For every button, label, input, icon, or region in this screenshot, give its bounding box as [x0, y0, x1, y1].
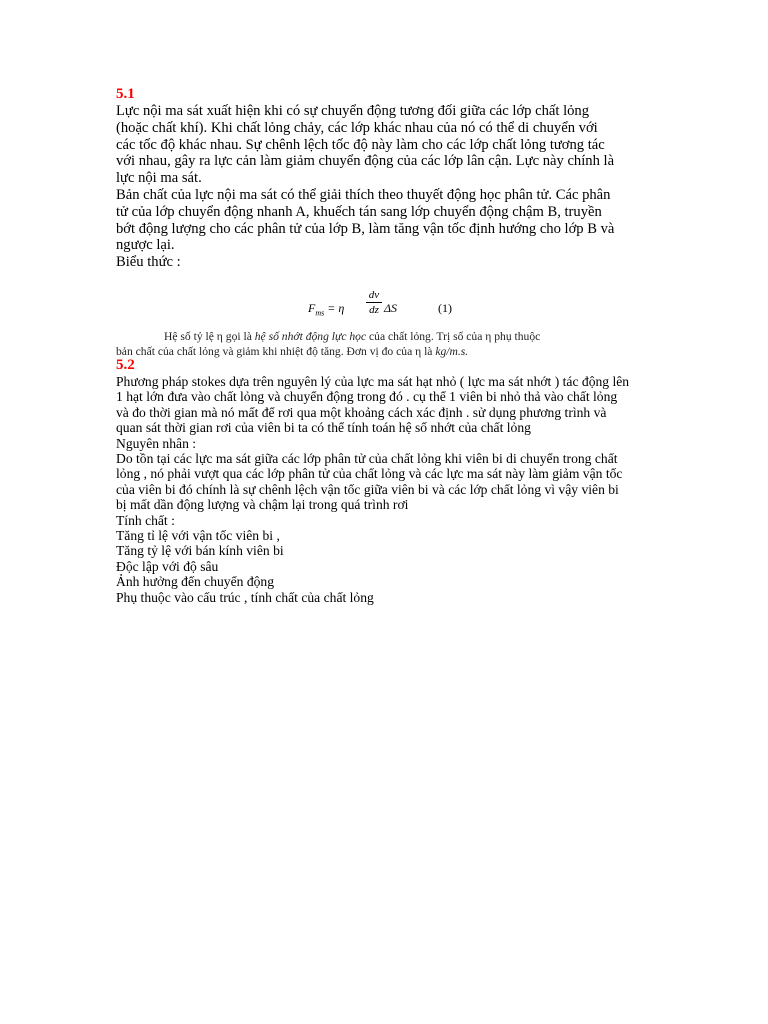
text-line: Biểu thức :	[116, 254, 181, 271]
text-line: Phụ thuộc vào cấu trúc , tính chất của chất lỏng	[116, 589, 374, 605]
caption-line-2: bản chất của chất lỏng và giảm khi nhiệt độ tăng. Đơn vị đo của η là kg/m.s.	[116, 344, 469, 358]
fraction-bar	[366, 302, 382, 303]
section-heading-5-1: 5.1	[116, 86, 135, 102]
text-line: bị mất dần động lượng và chậm lại trong quá trình rơi	[116, 497, 409, 513]
text-line: của viên bi đó chính là sự chênh lệch vận tốc giữa viên bi và các lớp chất lỏng vì vậy viên bi	[116, 481, 619, 497]
text-line: Tính chất :	[116, 512, 175, 528]
section-5-2-body	[116, 374, 656, 605]
viscosity-formula	[308, 289, 548, 323]
text-line: Phương pháp stokes dựa trên nguyên lý của lực ma sát hạt nhỏ ( lực ma sát nhớt ) tác động lên	[116, 373, 630, 389]
formula-delta-s: ΔS	[384, 300, 398, 315]
text-line: Ảnh hưởng đến chuyển động	[116, 574, 275, 590]
text-line: Nguyên nhân :	[116, 435, 197, 451]
formula-lhs: $F_{ms} = \eta$	[308, 300, 345, 318]
text-line: các tốc độ khác nhau. Sự chênh lệch tốc độ này làm cho các lớp chất lỏng tương tác	[116, 136, 605, 153]
text-line: ngược lại.	[116, 237, 175, 254]
text-line: với nhau, gây ra lực cản làm giảm chuyển động của các lớp lân cận. Lực này chính là	[116, 153, 615, 170]
section-5-1-body	[116, 103, 656, 271]
section-heading-5-2: 5.2	[116, 356, 135, 373]
caption-line-1: Hệ số tỷ lệ η gọi là hệ số nhớt động lực học của chất lỏng. Trị số của η phụ thuộc	[164, 329, 541, 343]
text-line: và đo thời gian mà nó mất để rơi qua một khoảng cách xác định . sử dụng phương trình và	[116, 404, 607, 420]
fraction-numerator: dv	[368, 288, 380, 301]
text-line: Tăng tỉ lệ với vận tốc viên bi ,	[116, 528, 280, 544]
text-line: tử của lớp chuyển động nhanh A, khuếch tán sang lớp chuyển động chậm B, truyền	[116, 203, 602, 220]
formula-image	[116, 289, 662, 357]
formula-fraction	[366, 289, 382, 316]
formula-number: (1)	[438, 300, 452, 315]
formula-caption	[116, 329, 662, 359]
text-line: bớt động lượng cho các phân tử của lớp B, làm tăng vận tốc định hướng cho lớp B và	[116, 220, 615, 237]
text-line: Bản chất của lực nội ma sát có thể giải thích theo thuyết động học phân tử. Các phân	[116, 186, 611, 203]
text-line: (hoặc chất khí). Khi chất lỏng chảy, các lớp khác nhau của nó có thể di chuyển với	[116, 119, 598, 136]
text-line: quan sát thời gian rơi của viên bi ta có thể tính toán hệ số nhớt của chất lỏng	[116, 420, 531, 436]
document-page	[116, 86, 656, 605]
text-line: Độc lập với độ sâu	[116, 558, 219, 574]
text-line: Do tồn tại các lực ma sát giữa các lớp phân tử của chất lỏng khi viên bi di chuyển trong chất	[116, 451, 618, 466]
text-line: Lực nội ma sát xuất hiện khi có sự chuyển động tương đối giữa các lớp chất lỏng	[116, 103, 590, 119]
fraction-denominator: dz	[369, 303, 379, 316]
text-line: Tăng tỷ lệ với bán kính viên bi	[116, 543, 284, 559]
text-line: lỏng , nó phải vượt qua các lớp phân tử của chất lỏng và các lực ma sát này làm giảm vận tốc	[116, 466, 623, 482]
text-line: 1 hạt lớn đưa vào chất lỏng và chuyển động trong đó . cụ thể 1 viên bi nhỏ thả vào chất lỏng	[116, 389, 618, 405]
text-line: lực nội ma sát.	[116, 170, 202, 187]
